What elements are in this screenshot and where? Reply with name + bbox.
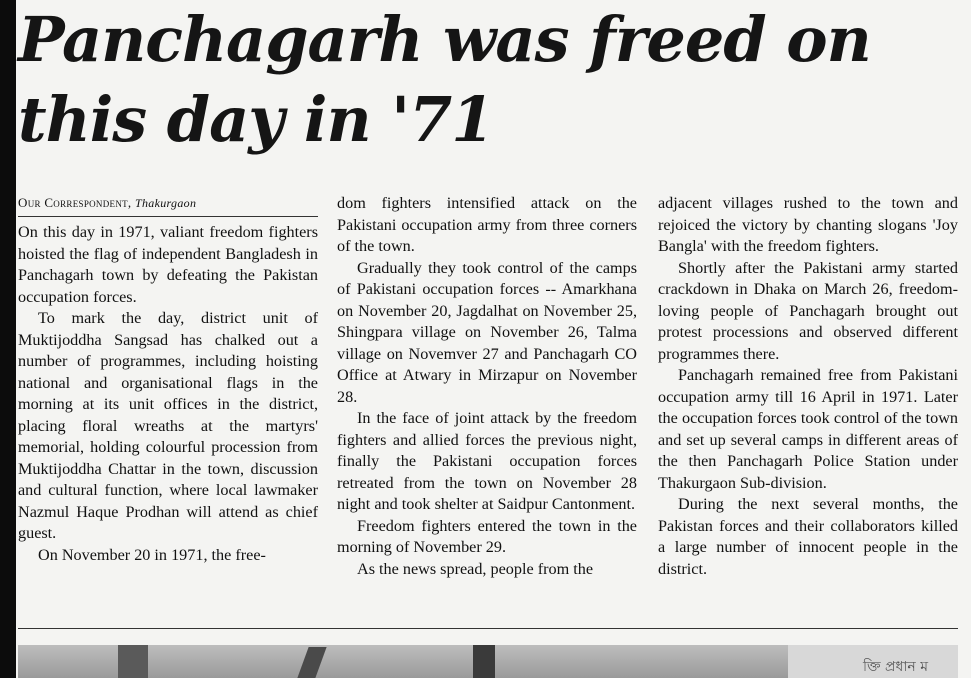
headline-line-2: this day in '71: [18, 83, 494, 156]
headline: [18, 0, 958, 160]
paragraph: On November 20 in 1971, the free-: [38, 545, 266, 564]
paragraph: Panchagarh remained free from Pakistani occupation army till 16 April in 1971. Later the occupation forces took control of the town and set up several camps in different areas of the then Panchagarh Police Station under Thakurgaon Sub-division.: [658, 366, 958, 492]
article-column-2: [337, 193, 637, 580]
article-column-1: [18, 193, 318, 566]
photo-shape: [473, 645, 495, 678]
page-edge-bar: [0, 0, 16, 678]
paragraph: Gradually they took control of the camps of Pakistani occupation forces -- Amarkhana on November 20, Jagdalhat on November 25, Shingpara village on November 26, Talma village on Novemver 27 and Panchagarh CO Office at Atwary in Mirzapur on November 28.: [337, 258, 637, 406]
paragraph: dom fighters intensified attack on the Pakistani occupation army from three corners of the town.: [337, 194, 637, 255]
photo-shape: [297, 647, 326, 678]
paragraph: adjacent villages rushed to the town and rejoiced the victory by chanting slogans 'Joy Bangla' with the freedom fighters.: [658, 194, 958, 255]
paragraph: Shortly after the Pakistani army started crackdown in Dhaka on March 26, freedom-loving people of Panchagarh brought out protest processions and observed different programmes there.: [658, 258, 958, 363]
photo-shape: [118, 645, 148, 678]
headline-line-1: Panchagarh was freed on: [18, 3, 871, 76]
paragraph: Freedom fighters entered the town in the morning of November 29.: [337, 516, 637, 556]
news-photo: [18, 645, 958, 678]
article-column-3: [658, 193, 958, 580]
paragraph: As the news spread, people from the: [357, 559, 593, 578]
byline-author: Our Correspondent,: [18, 195, 132, 210]
byline-location: Thakurgaon: [135, 196, 197, 210]
paragraph: In the face of joint attack by the freedom fighters and allied forces the previous night, finally the Pakistani occupation forces retreated from the town on November 28 night and took shelter at Saidpur Cantonment.: [337, 409, 637, 513]
photo-sign-text: ক্তি প্রধান ম: [863, 659, 928, 675]
section-divider: [18, 628, 958, 629]
paragraph: On this day in 1971, valiant freedom fighters hoisted the flag of independent Bangladesh in Panchagarh town by defeating the Pakistan occupation forces.: [18, 223, 318, 306]
paragraph: To mark the day, district unit of Muktijoddha Sangsad has chalked out a number of programmes, including hoisting national and organisational flags in the morning at its unit offices in the district, placing floral wreaths at the martyrs' memorial, holding colourful procession from Muktijoddha Chattar in the town, discussion and cultural function, where local lawmaker Nazmul Haque Prodhan will attend as chief guest.: [18, 309, 318, 542]
paragraph: During the next several months, the Pakistan forces and their collaborators killed a large number of innocent people in the district.: [658, 495, 958, 578]
byline: [18, 193, 318, 217]
